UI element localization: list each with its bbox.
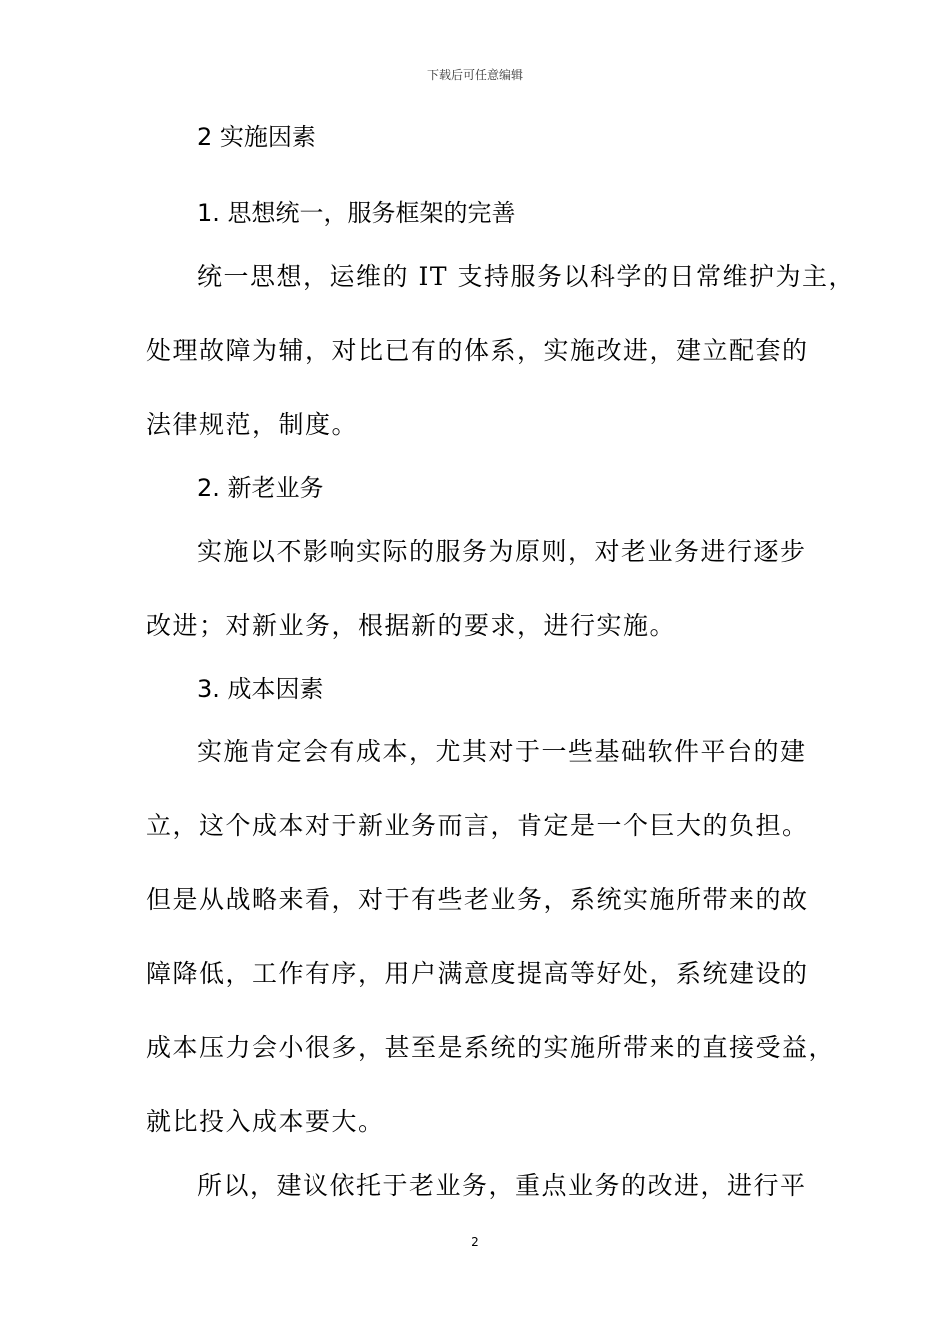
item-heading-1: 1. 思想统一，服务框架的完善 bbox=[197, 199, 516, 227]
paragraph-line: 就比投入成本要大。 bbox=[146, 1107, 385, 1136]
paragraph-line: 成本压力会小很多，甚至是系统的实施所带来的直接受益， bbox=[146, 1033, 836, 1062]
page-header-note: 下载后可任意编辑 bbox=[426, 68, 523, 82]
paragraph-line: 法律规范，制度。 bbox=[146, 410, 359, 439]
paragraph-line: 处理故障为辅，对比已有的体系，实施改进，建立配套的 bbox=[146, 336, 809, 365]
item-heading-2: 2. 新老业务 bbox=[197, 474, 324, 502]
paragraph-line: 改进；对新业务，根据新的要求，进行实施。 bbox=[146, 611, 677, 640]
paragraph-line: 立，这个成本对于新业务而言，肯定是一个巨大的负担。 bbox=[146, 811, 809, 840]
paragraph-line: 但是从战略来看，对于有些老业务，系统实施所带来的故 bbox=[146, 885, 809, 914]
item-heading-3: 3. 成本因素 bbox=[197, 675, 324, 703]
paragraph-line: 实施肯定会有成本，尤其对于一些基础软件平台的建 bbox=[197, 737, 807, 766]
paragraph-line: 障降低，工作有序，用户满意度提高等好处，系统建设的 bbox=[146, 959, 809, 988]
section-title: 2 实施因素 bbox=[197, 123, 316, 151]
page-number: 2 bbox=[471, 1235, 479, 1249]
paragraph-line: 所以，建议依托于老业务，重点业务的改进，进行平 bbox=[197, 1171, 807, 1200]
paragraph-line: 统一思想，运维的 IT 支持服务以科学的日常维护为主， bbox=[197, 262, 855, 291]
paragraph-line: 实施以不影响实际的服务为原则，对老业务进行逐步 bbox=[197, 537, 807, 566]
